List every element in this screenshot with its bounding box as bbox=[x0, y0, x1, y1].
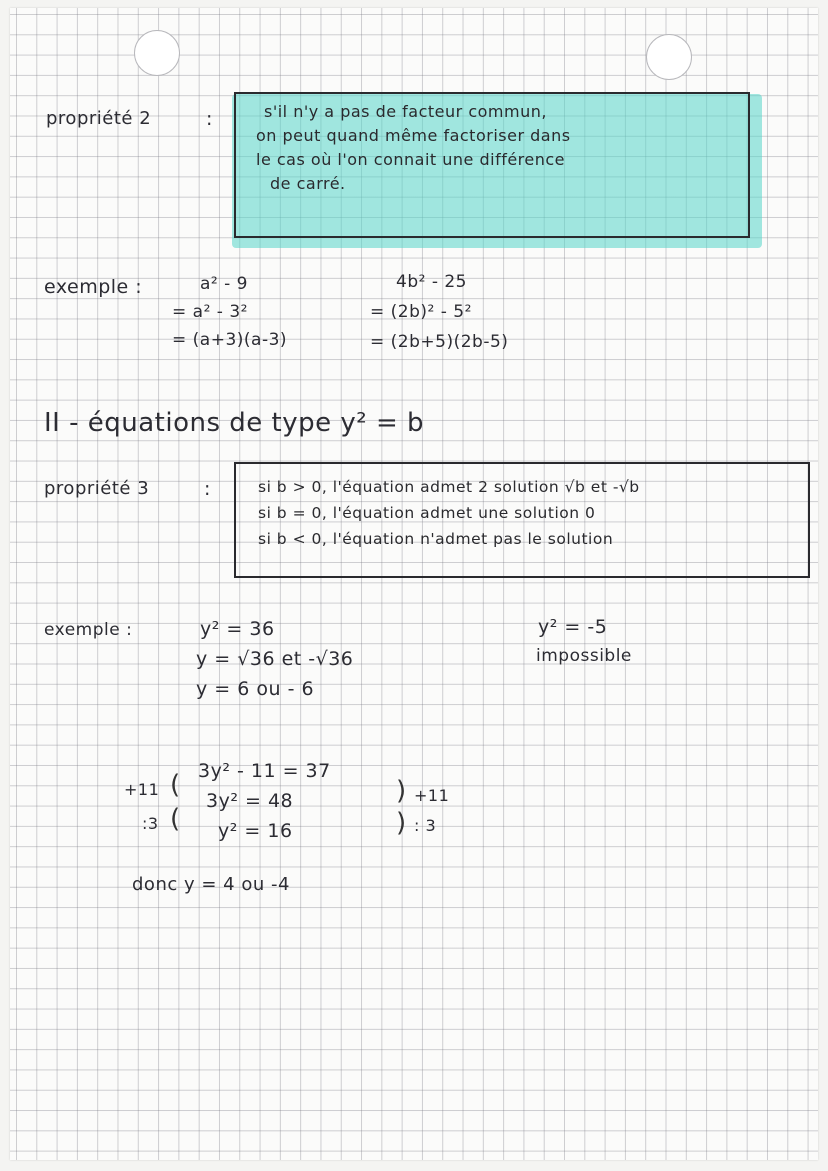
exemple2-left-2: y = √36 et -√36 bbox=[196, 648, 354, 670]
propriete3-label: propriété 3 bbox=[44, 478, 150, 499]
propriete2-line-2: on peut quand même factoriser dans bbox=[256, 126, 571, 145]
propriete3-colon: : bbox=[204, 478, 211, 500]
equation3-op-right-1: +11 bbox=[414, 786, 450, 805]
exemple1-right-2: = (2b)² - 5² bbox=[370, 302, 472, 322]
exemple2-label: exemple : bbox=[44, 620, 133, 640]
propriete2-line-1: s'il n'y a pas de facteur commun, bbox=[264, 102, 547, 121]
exemple1-left-3: = (a+3)(a-3) bbox=[172, 330, 288, 350]
equation3-op-left-1: +11 bbox=[124, 780, 160, 799]
exemple1-label: exemple : bbox=[44, 276, 143, 298]
exemple2-right-1: y² = -5 bbox=[538, 616, 608, 638]
punch-hole-left bbox=[134, 30, 180, 76]
exemple1-left-2: = a² - 3² bbox=[172, 302, 248, 322]
propriete2-line-4: de carré. bbox=[270, 174, 346, 193]
equation3-line-3: y² = 16 bbox=[218, 820, 293, 842]
notebook-sheet bbox=[10, 8, 818, 1160]
exemple1-right-3: = (2b+5)(2b-5) bbox=[370, 332, 509, 352]
equation3-line-1: 3y² - 11 = 37 bbox=[198, 760, 331, 782]
propriete2-label: propriété 2 bbox=[46, 108, 152, 129]
right-brace-2: ) bbox=[396, 808, 407, 838]
exemple2-left-1: y² = 36 bbox=[200, 618, 275, 640]
propriete2-line-3: le cas où l'on connait une différence bbox=[256, 150, 566, 169]
propriete2-colon: : bbox=[206, 108, 213, 130]
punch-hole-right bbox=[646, 34, 692, 80]
equation3-line-2: 3y² = 48 bbox=[206, 790, 294, 812]
equation3-conclusion: donc y = 4 ou -4 bbox=[132, 874, 290, 895]
section2-title: II - équations de type y² = b bbox=[44, 408, 425, 438]
right-brace-1: ) bbox=[396, 776, 407, 806]
exemple1-right-1: 4b² - 25 bbox=[396, 272, 467, 292]
exemple2-right-2: impossible bbox=[536, 646, 632, 666]
left-brace-2: ( bbox=[170, 804, 181, 834]
equation3-op-left-2: :3 bbox=[142, 814, 159, 833]
exemple2-left-3: y = 6 ou - 6 bbox=[196, 678, 315, 700]
propriete3-line-1: si b > 0, l'équation admet 2 solution √b et -√b bbox=[258, 478, 640, 496]
propriete3-box bbox=[234, 462, 810, 578]
exemple1-left-1: a² - 9 bbox=[200, 274, 248, 294]
propriete2-box bbox=[234, 92, 750, 238]
left-brace-1: ( bbox=[170, 770, 181, 800]
equation3-op-right-2: : 3 bbox=[414, 816, 437, 835]
propriete3-line-3: si b < 0, l'équation n'admet pas le solution bbox=[258, 530, 614, 548]
propriete3-line-2: si b = 0, l'équation admet une solution 0 bbox=[258, 504, 596, 522]
